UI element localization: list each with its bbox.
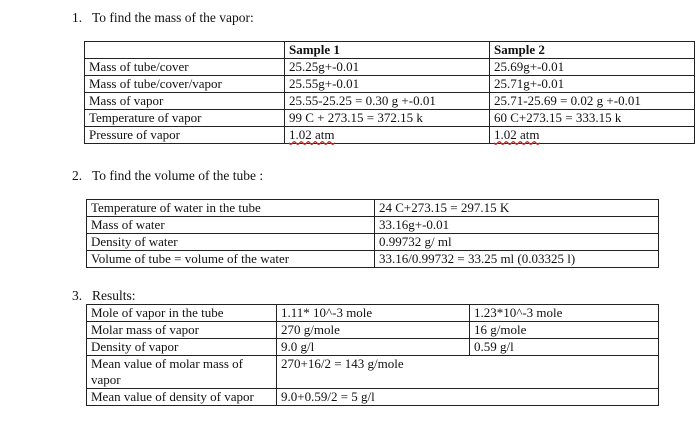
table-row: [87, 322, 659, 339]
row-label: Volume of tube = volume of the water: [87, 251, 375, 268]
section-2-number: 2.: [72, 168, 83, 183]
row-label: Temperature of water in the tube: [87, 200, 375, 217]
header-sample-2: Sample 2: [490, 42, 695, 59]
section-3-title: Results:: [92, 288, 136, 303]
header-empty-cell: [85, 42, 285, 59]
row-label: Mole of vapor in the tube: [87, 305, 277, 322]
tube-volume-table: [86, 199, 659, 268]
sample-2-value: 60 C+273.15 = 333.15 k: [490, 110, 695, 127]
section-1-number: 1.: [72, 10, 83, 25]
row-label: Density of vapor: [87, 339, 277, 356]
sample-2-value: 1.23*10^-3 mole: [470, 305, 659, 322]
table-row: [85, 59, 695, 76]
row-label: Density of water: [87, 234, 375, 251]
table-row: [87, 217, 659, 234]
sample-1-value: 25.25g+-0.01: [285, 59, 490, 76]
table-row: [85, 76, 695, 93]
table-header-row: [85, 42, 695, 59]
table-row: [87, 200, 659, 217]
sample-2-value: 25.71-25.69 = 0.02 g +-0.01: [490, 93, 695, 110]
table-row: [87, 305, 659, 322]
sample-2-value: [490, 127, 695, 144]
row-label: Mass of vapor: [85, 93, 285, 110]
row-label: Mass of tube/cover/vapor: [85, 76, 285, 93]
sample-1-value: 1.11* 10^-3 mole: [277, 305, 470, 322]
table-row: [85, 110, 695, 127]
results-table: [86, 304, 659, 406]
row-label: Mass of water: [87, 217, 375, 234]
mean-molar-mass-label: Mean value of molar mass of vapor: [87, 356, 277, 389]
table-row: [87, 251, 659, 268]
sample-1-value: [285, 127, 490, 144]
table-row: [85, 93, 695, 110]
section-3-number: 3.: [72, 288, 83, 303]
sample-1-value: 25.55-25.25 = 0.30 g +-0.01: [285, 93, 490, 110]
row-label: Temperature of vapor: [85, 110, 285, 127]
pressure-sample-1: 1.02 atm: [289, 127, 335, 142]
section-2-heading: [72, 168, 263, 184]
sample-1-value: 99 C + 273.15 = 372.15 k: [285, 110, 490, 127]
mean-density-value: 9.0+0.59/2 = 5 g/l: [277, 389, 659, 406]
row-value: 0.99732 g/ ml: [375, 234, 659, 251]
sample-2-value: 16 g/mole: [470, 322, 659, 339]
sample-1-value: 9.0 g/l: [277, 339, 470, 356]
pressure-sample-2: 1.02 atm: [494, 127, 540, 142]
vapor-mass-table: [84, 41, 695, 144]
row-value: 33.16/0.99732 = 33.25 ml (0.03325 l): [375, 251, 659, 268]
table-row: [87, 234, 659, 251]
row-value: 33.16g+-0.01: [375, 217, 659, 234]
sample-1-value: 25.55g+-0.01: [285, 76, 490, 93]
section-1-heading: [72, 10, 254, 26]
sample-2-value: 0.59 g/l: [470, 339, 659, 356]
mean-molar-mass-value: 270+16/2 = 143 g/mole: [277, 356, 659, 389]
section-2-title: To find the volume of the tube :: [92, 168, 264, 183]
section-1-title: To find the mass of the vapor:: [92, 10, 254, 25]
table-row: [85, 127, 695, 144]
row-label: Pressure of vapor: [85, 127, 285, 144]
row-label: Molar mass of vapor: [87, 322, 277, 339]
header-sample-1: Sample 1: [285, 42, 490, 59]
table-row: [87, 356, 659, 389]
row-label: Mass of tube/cover: [85, 59, 285, 76]
sample-2-value: 25.69g+-0.01: [490, 59, 695, 76]
row-value: 24 C+273.15 = 297.15 K: [375, 200, 659, 217]
section-3-heading: [72, 288, 136, 304]
sample-2-value: 25.71g+-0.01: [490, 76, 695, 93]
table-row: [87, 339, 659, 356]
mean-density-label: Mean value of density of vapor: [87, 389, 277, 406]
sample-1-value: 270 g/mole: [277, 322, 470, 339]
table-row: [87, 389, 659, 406]
